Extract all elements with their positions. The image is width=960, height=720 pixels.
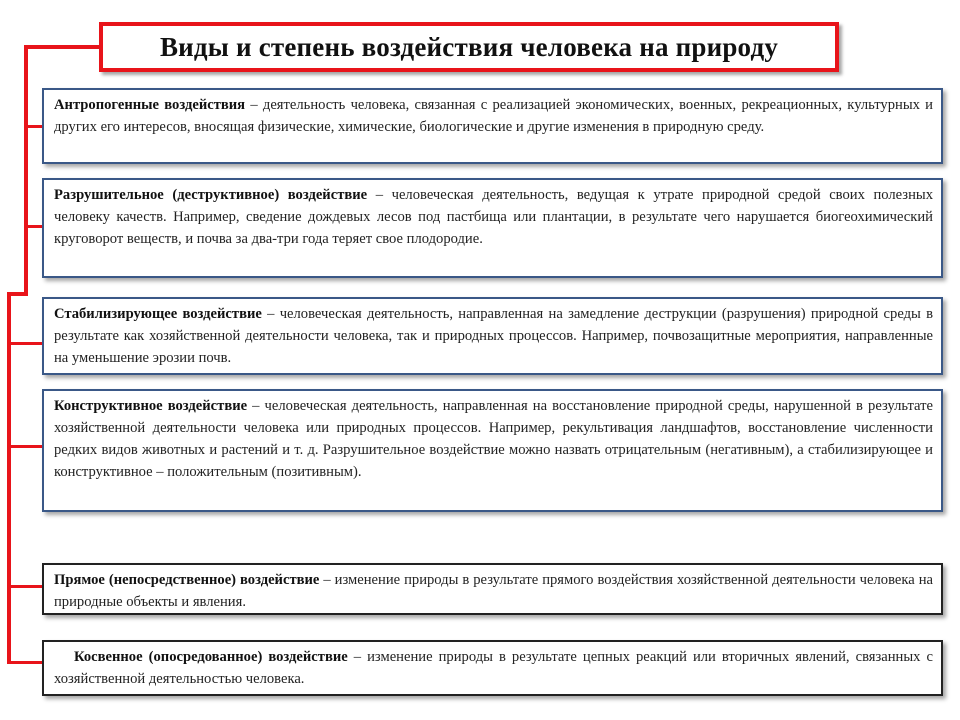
card-term: Конструктивное воздействие xyxy=(54,398,248,414)
connector-branch-card-2 xyxy=(24,225,42,228)
card-term: Прямое (непосредственное) воздействие xyxy=(54,572,320,588)
card-definition: – человеческая деятельность, направленная на восстановление природной среды, нарушенной в результате хозяйственной деятельности человека или природных процессов. Например, рекультивация ландшафтов, восстановление численности редких видов животных и растений и т. д. Разрушительное воздействие можно назвать отрицательным (негативным), а стабилизирующее и конструктивное – положительным (позитивным). xyxy=(54,398,933,480)
card-term: Стабилизирующее воздействие xyxy=(54,306,262,322)
card-term: Косвенное (опосредованное) воздействие xyxy=(74,649,348,665)
connector-branch-card-1 xyxy=(24,125,42,128)
card-definition: – человеческая деятельность, направленная на замедление деструкции (разрушения) природной среды в результате как хозяйственной деятельности человека, так и природных процессов. Например, почвозащитные мероприятия, направленные на уменьшение эрозии почв. xyxy=(54,306,933,366)
card-term: Разрушительное (деструктивное) воздействие xyxy=(54,187,368,203)
title-box xyxy=(99,22,839,72)
card-definition: – человеческая деятельность, ведущая к утрате природной средой своих полезных человеку качеств. Например, сведение дождевых лесов под пастбища или плантации, в результате чего нарушается биогеохимический круговорот веществ, и почва за два-три года теряет свое плодородие. xyxy=(54,187,933,247)
card-definition: – деятельность человека, связанная с реализацией экономических, военных, рекреационных, культурных и других его интересов, вносящая физические, химические, биологические и другие изменения в природную среду. xyxy=(54,97,933,135)
card-definition: – изменение природы в результате прямого воздействия хозяйственной деятельности человека на природные объекты и явления. xyxy=(54,572,933,610)
card-term: Антропогенные воздействия xyxy=(54,97,246,113)
card-constructive xyxy=(42,389,943,512)
card-destructive xyxy=(42,178,943,278)
card-definition: – изменение природы в результате цепных реакций или вторичных явлений, связанных с хозяйственной деятельностью человека. xyxy=(54,649,933,687)
card-anthropogenic xyxy=(42,88,943,164)
page-title: Виды и степень воздействия человека на природу xyxy=(159,31,779,62)
connector-lower-trunk xyxy=(7,292,11,664)
connector-branch-card-4 xyxy=(7,445,42,448)
card-indirect xyxy=(42,640,943,696)
connector-branch-card-5 xyxy=(7,585,42,588)
connector-branch-card-3 xyxy=(7,342,42,345)
connector-branch-card-6 xyxy=(7,661,42,664)
connector-upper-trunk xyxy=(24,45,28,295)
card-direct xyxy=(42,563,943,615)
card-stabilizing xyxy=(42,297,943,375)
connector-title-link xyxy=(24,45,100,49)
